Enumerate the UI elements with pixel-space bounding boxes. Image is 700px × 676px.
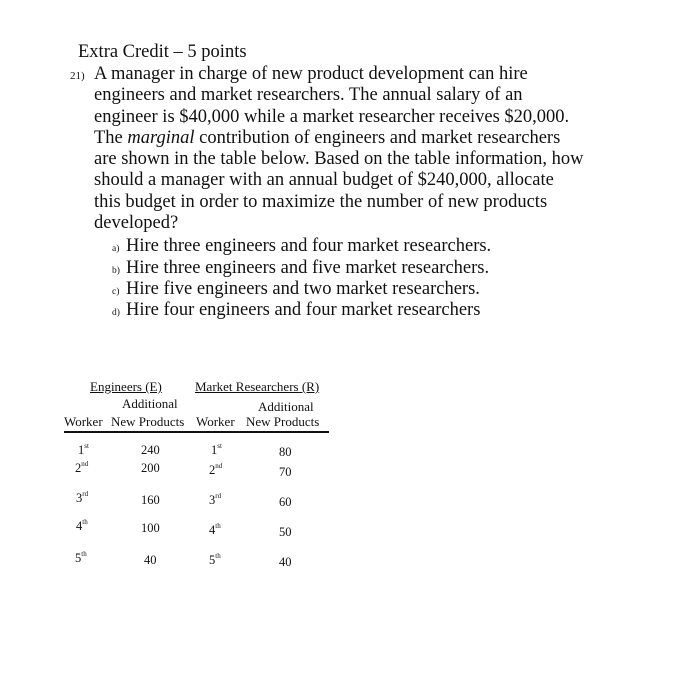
table-cell-eng-value: 160 [141,493,160,507]
table-cell-worker: 4th [209,522,221,537]
table-cell-mr-value: 40 [279,555,292,569]
stem-line: engineers and market researchers. The annual salary of an [94,85,523,106]
table-cell-eng-value: 200 [141,461,160,475]
stem-text: contribution of engineers and market researchers [194,127,561,148]
engineers-header: Engineers (E) [90,379,162,394]
additional-label-eng: Additional [122,396,178,411]
page-title: Extra Credit – 5 points [78,42,247,62]
additional-label-mr: Additional [258,399,314,414]
option-text: Hire three engineers and five market researchers. [126,257,490,278]
col-worker-mr: Worker [196,414,235,429]
table-cell-worker: 4th [76,518,88,533]
table-cell-worker: 1st [78,442,89,457]
table-cell-eng-value: 100 [141,521,160,535]
col-new-products-eng: New Products [111,414,185,429]
option-label: d) [112,308,120,319]
table-cell-worker: 2nd [75,460,89,475]
table-cell-worker: 3rd [209,492,222,507]
option-text: Hire three engineers and four market researchers. [126,236,492,257]
option-text: Hire four engineers and four market researchers [126,300,481,321]
col-worker-eng: Worker [64,414,103,429]
col-new-products-mr: New Products [246,414,320,429]
table-cell-mr-value: 50 [279,525,292,539]
option-a[interactable] [112,236,650,257]
stem-emphasis: marginal [127,127,195,148]
stem-line [94,128,650,149]
stem-text: The [94,127,128,148]
option-label: b) [112,265,120,276]
table-cell-worker: 3rd [76,490,89,505]
table-cell-worker: 1st [211,442,222,457]
stem-line: this budget in order to maximize the number of new products [94,191,548,212]
table-cell-mr-value: 80 [279,445,292,459]
table-cell-mr-value: 70 [279,465,292,479]
header-rule [64,431,329,433]
stem-line: should a manager with an annual budget of $240,000, allocate [94,170,554,191]
question-21 [70,64,650,322]
stem-line: engineer is $40,000 while a market researcher receives $20,000. [94,106,570,127]
question-stem [94,64,650,322]
option-label: c) [112,286,120,297]
table-cell-eng-value: 40 [144,553,157,567]
option-b[interactable] [112,258,650,279]
table-cell-mr-value: 60 [279,495,292,509]
stem-line: developed? [94,213,179,234]
table-cell-worker: 2nd [209,462,223,477]
option-text: Hire five engineers and two market researchers. [126,278,480,299]
table-cell-worker: 5th [209,552,221,567]
table-cell-worker: 5th [75,550,87,565]
market-researchers-header: Market Researchers (R) [195,379,320,394]
stem-line: A manager in charge of new product development can hire [94,64,528,84]
stem-line: are shown in the table below. Based on the table information, how [94,149,584,170]
option-c[interactable] [112,279,650,300]
question-number: 21) [70,70,85,82]
answer-options [112,236,650,321]
option-d[interactable] [112,300,650,321]
option-label: a) [112,244,120,255]
table-cell-eng-value: 240 [141,443,160,457]
